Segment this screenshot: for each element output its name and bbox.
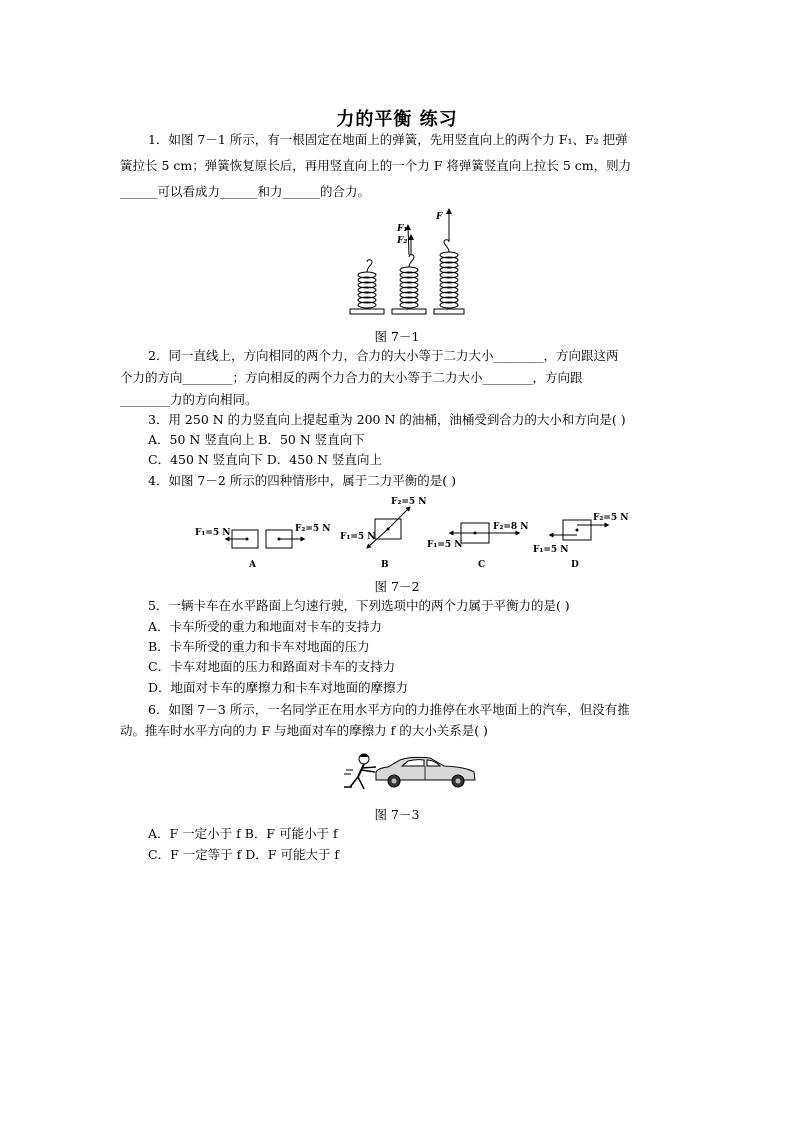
q5-option-c: C．卡车对地面的压力和路面对卡车的支持力 [148,659,396,674]
q6-options-ab: A．F 一定小于 f B．F 可能小于 f [148,826,338,841]
diagram-b-f2-label: F₂=5 N [391,497,427,507]
diagram-c-letter: C [478,560,486,570]
diagram-c [427,522,529,570]
diagram-d [533,513,629,570]
q4-stem: 4．如图 7－2 所示的四种情形中，属于二力平衡的是( ) [148,473,457,488]
q2-line-1: 2．同一直线上，方向相同的两个力，合力的大小等于二力大小________，方向跟这两 [148,348,619,363]
q5-stem: 5．一辆卡车在水平路面上匀速行驶，下列选项中的两个力属于平衡力的是( ) [148,598,570,613]
q3-options-cd: C．450 N 竖直向下 D．450 N 竖直向上 [148,452,383,467]
figure-7-2-force-diagrams [195,493,635,573]
q3-options-ab: A．50 N 竖直向上 B．50 N 竖直向下 [148,432,365,447]
page-title: 力的平衡 练习 [336,109,458,130]
label-f2: F₂ [397,236,408,246]
q1-line-3: ______可以看成力______和力______的合力。 [120,184,371,199]
diagram-d-letter: D [571,560,579,570]
student-figure [344,754,376,789]
spring-unstretched [350,260,384,314]
diagram-a-letter: A [249,560,256,570]
q6-line-2: 动。推车时水平方向的力 F 与地面对车的摩擦力 f 的大小关系是( ) [120,723,488,738]
diagram-a-f1-label: F₁=5 N [195,528,231,538]
q3-stem: 3．用 250 N 的力竖直向上提起重为 200 N 的油桶，油桶受到合力的大小和方向是( ) [148,412,626,427]
q1-line-1: 1．如图 7－1 所示，有一根固定在地面上的弹簧，先用竖直向上的两个力 F₁、F₂ 把弹 [148,132,628,147]
diagram-b-letter: B [381,560,389,570]
figure-7-3-pushing-car [338,750,478,794]
q1-line-2: 簧拉长 5 cm；弹簧恢复原长后，再用竖直向上的一个力 F 将弹簧竖直向上拉长 5 cm，则力 [120,158,632,173]
diagram-d-f2-label: F₂=5 N [593,513,629,523]
label-f: F [436,212,443,222]
label-f1: F₁ [397,224,408,234]
diagram-b [340,497,427,570]
diagram-c-f1-label: F₁=5 N [427,540,463,550]
q5-option-d: D．地面对卡车的摩擦力和卡车对地面的摩擦力 [148,680,409,695]
q6-line-1: 6．如图 7－3 所示，一名同学正在用水平方向的力推停在水平地面上的汽车，但没有推 [148,702,630,717]
q5-option-a: A．卡车所受的重力和地面对卡车的支持力 [148,619,383,634]
fig-7-3-caption: 图 7－3 [374,807,420,822]
q2-line-3: ________力的方向相同。 [120,392,258,407]
diagram-c-f2-label: F₂=8 N [493,522,529,532]
car-figure [376,757,475,787]
figure-7-1-springs [345,205,465,320]
q2-line-2: 个力的方向________；方向相反的两个力合力的大小等于二力大小________，方向跟 [120,370,583,385]
diagram-a [195,524,331,570]
diagram-b-f1-label: F₁=5 N [340,532,376,542]
spring-one-force [434,211,464,314]
fig-7-2-caption: 图 7－2 [374,579,420,594]
fig-7-1-caption: 图 7－1 [374,329,420,344]
diagram-a-f2-label: F₂=5 N [295,524,331,534]
spring-two-forces [392,224,426,314]
q5-option-b: B．卡车所受的重力和卡车对地面的压力 [148,639,370,654]
diagram-d-f1-label: F₁=5 N [533,545,569,555]
q6-options-cd: C．F 一定等于 f D．F 可能大于 f [148,847,340,862]
